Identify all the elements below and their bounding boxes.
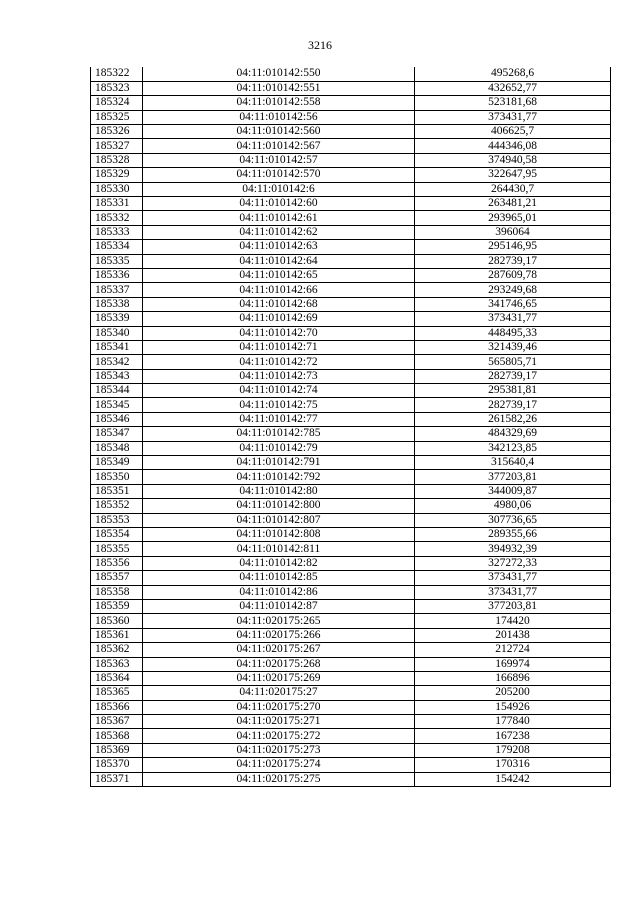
table-row <box>91 470 611 484</box>
row-number-cell: 185361 <box>91 628 143 642</box>
cadastral-number-cell: 04:11:010142:550 <box>143 67 415 81</box>
cadastral-number-cell: 04:11:010142:82 <box>143 556 415 570</box>
table-row <box>91 643 611 657</box>
table-row <box>91 441 611 455</box>
cadastral-value-cell: 523181,68 <box>415 96 611 110</box>
table-row <box>91 427 611 441</box>
table-row <box>91 211 611 225</box>
cadastral-value-cell: 321439,46 <box>415 340 611 354</box>
cadastral-number-cell: 04:11:010142:66 <box>143 283 415 297</box>
cadastral-number-cell: 04:11:020175:269 <box>143 671 415 685</box>
cadastral-value-cell: 315640,4 <box>415 456 611 470</box>
cadastral-number-cell: 04:11:010142:791 <box>143 456 415 470</box>
table-row <box>91 484 611 498</box>
table-row <box>91 628 611 642</box>
row-number-cell: 185344 <box>91 384 143 398</box>
cadastral-number-cell: 04:11:020175:27 <box>143 686 415 700</box>
row-number-cell: 185325 <box>91 110 143 124</box>
row-number-cell: 185370 <box>91 758 143 772</box>
row-number-cell: 185324 <box>91 96 143 110</box>
row-number-cell: 185334 <box>91 240 143 254</box>
cadastral-number-cell: 04:11:020175:265 <box>143 614 415 628</box>
page-number: 3216 <box>308 38 332 52</box>
table-row <box>91 254 611 268</box>
cadastral-value-cell: 201438 <box>415 628 611 642</box>
cadastral-value-cell: 282739,17 <box>415 369 611 383</box>
cadastral-value-cell: 264430,7 <box>415 182 611 196</box>
table-row <box>91 499 611 513</box>
row-number-cell: 185366 <box>91 700 143 714</box>
row-number-cell: 185355 <box>91 542 143 556</box>
cadastral-number-cell: 04:11:010142:558 <box>143 96 415 110</box>
cadastral-number-cell: 04:11:010142:56 <box>143 110 415 124</box>
cadastral-value-cell: 341746,65 <box>415 297 611 311</box>
row-number-cell: 185331 <box>91 197 143 211</box>
cadastral-value-cell: 4980,06 <box>415 499 611 513</box>
cadastral-number-cell: 04:11:010142:6 <box>143 182 415 196</box>
table-row <box>91 96 611 110</box>
cadastral-number-cell: 04:11:010142:785 <box>143 427 415 441</box>
cadastral-number-cell: 04:11:010142:567 <box>143 139 415 153</box>
cadastral-value-cell: 373431,77 <box>415 571 611 585</box>
row-number-cell: 185358 <box>91 585 143 599</box>
table-row <box>91 614 611 628</box>
cadastral-number-cell: 04:11:010142:61 <box>143 211 415 225</box>
row-number-cell: 185333 <box>91 225 143 239</box>
cadastral-value-cell: 263481,21 <box>415 197 611 211</box>
row-number-cell: 185327 <box>91 139 143 153</box>
row-number-cell: 185335 <box>91 254 143 268</box>
row-number-cell: 185367 <box>91 715 143 729</box>
cadastral-value-cell: 261582,26 <box>415 412 611 426</box>
cadastral-value-cell: 167238 <box>415 729 611 743</box>
cadastral-number-cell: 04:11:010142:71 <box>143 340 415 354</box>
cadastral-number-cell: 04:11:010142:70 <box>143 326 415 340</box>
table-row <box>91 585 611 599</box>
cadastral-number-cell: 04:11:010142:80 <box>143 484 415 498</box>
cadastral-value-cell: 322647,95 <box>415 168 611 182</box>
table-row <box>91 772 611 786</box>
cadastral-number-cell: 04:11:020175:270 <box>143 700 415 714</box>
cadastral-value-cell: 307736,65 <box>415 513 611 527</box>
cadastral-number-cell: 04:11:010142:800 <box>143 499 415 513</box>
table-row <box>91 283 611 297</box>
cadastral-number-cell: 04:11:010142:75 <box>143 398 415 412</box>
cadastral-value-cell: 432652,77 <box>415 81 611 95</box>
cadastral-value-cell: 394932,39 <box>415 542 611 556</box>
row-number-cell: 185356 <box>91 556 143 570</box>
cadastral-number-cell: 04:11:020175:267 <box>143 643 415 657</box>
cadastral-number-cell: 04:11:010142:69 <box>143 312 415 326</box>
cadastral-number-cell: 04:11:010142:73 <box>143 369 415 383</box>
cadastral-number-cell: 04:11:010142:77 <box>143 412 415 426</box>
cadastral-value-cell: 177840 <box>415 715 611 729</box>
row-number-cell: 185354 <box>91 528 143 542</box>
table-row <box>91 686 611 700</box>
row-number-cell: 185363 <box>91 657 143 671</box>
row-number-cell: 185349 <box>91 456 143 470</box>
table-row <box>91 153 611 167</box>
table-row <box>91 67 611 81</box>
cadastral-value-cell: 154242 <box>415 772 611 786</box>
row-number-cell: 185329 <box>91 168 143 182</box>
row-number-cell: 185336 <box>91 268 143 282</box>
cadastral-number-cell: 04:11:010142:551 <box>143 81 415 95</box>
row-number-cell: 185341 <box>91 340 143 354</box>
cadastral-number-cell: 04:11:010142:62 <box>143 225 415 239</box>
row-number-cell: 185352 <box>91 499 143 513</box>
row-number-cell: 185332 <box>91 211 143 225</box>
row-number-cell: 185371 <box>91 772 143 786</box>
table-row <box>91 758 611 772</box>
cadastral-value-cell: 295381,81 <box>415 384 611 398</box>
table-row <box>91 657 611 671</box>
cadastral-number-cell: 04:11:010142:64 <box>143 254 415 268</box>
row-number-cell: 185343 <box>91 369 143 383</box>
cadastral-value-cell: 484329,69 <box>415 427 611 441</box>
table-row <box>91 729 611 743</box>
table-row <box>91 340 611 354</box>
cadastral-number-cell: 04:11:020175:272 <box>143 729 415 743</box>
cadastral-value-cell: 170316 <box>415 758 611 772</box>
cadastral-value-cell: 327272,33 <box>415 556 611 570</box>
cadastral-number-cell: 04:11:010142:72 <box>143 355 415 369</box>
row-number-cell: 185353 <box>91 513 143 527</box>
row-number-cell: 185342 <box>91 355 143 369</box>
cadastral-value-cell: 344009,87 <box>415 484 611 498</box>
row-number-cell: 185359 <box>91 599 143 613</box>
row-number-cell: 185345 <box>91 398 143 412</box>
table-row <box>91 125 611 139</box>
cadastral-number-cell: 04:11:020175:268 <box>143 657 415 671</box>
cadastral-value-cell: 373431,77 <box>415 312 611 326</box>
cadastral-value-cell: 179208 <box>415 743 611 757</box>
cadastral-number-cell: 04:11:010142:811 <box>143 542 415 556</box>
table-row <box>91 743 611 757</box>
cadastral-value-cell: 295146,95 <box>415 240 611 254</box>
table-row <box>91 312 611 326</box>
row-number-cell: 185337 <box>91 283 143 297</box>
row-number-cell: 185346 <box>91 412 143 426</box>
cadastral-number-cell: 04:11:020175:271 <box>143 715 415 729</box>
cadastral-value-cell: 174420 <box>415 614 611 628</box>
cadastral-value-cell: 282739,17 <box>415 398 611 412</box>
table-row <box>91 81 611 95</box>
row-number-cell: 185350 <box>91 470 143 484</box>
cadastral-value-cell: 444346,08 <box>415 139 611 153</box>
table-row <box>91 599 611 613</box>
cadastral-value-cell: 154926 <box>415 700 611 714</box>
row-number-cell: 185360 <box>91 614 143 628</box>
table-row <box>91 369 611 383</box>
cadastral-number-cell: 04:11:010142:792 <box>143 470 415 484</box>
cadastral-value-cell: 169974 <box>415 657 611 671</box>
cadastral-value-cell: 342123,85 <box>415 441 611 455</box>
row-number-cell: 185322 <box>91 67 143 81</box>
row-number-cell: 185365 <box>91 686 143 700</box>
table-row <box>91 412 611 426</box>
cadastral-value-cell: 293965,01 <box>415 211 611 225</box>
cadastral-number-cell: 04:11:010142:65 <box>143 268 415 282</box>
cadastral-number-cell: 04:11:010142:86 <box>143 585 415 599</box>
cadastral-number-cell: 04:11:010142:63 <box>143 240 415 254</box>
table-row <box>91 225 611 239</box>
table-row <box>91 384 611 398</box>
cadastral-value-cell: 282739,17 <box>415 254 611 268</box>
table-row <box>91 542 611 556</box>
cadastral-number-cell: 04:11:010142:570 <box>143 168 415 182</box>
cadastral-number-cell: 04:11:010142:68 <box>143 297 415 311</box>
cadastral-number-cell: 04:11:010142:807 <box>143 513 415 527</box>
table-row <box>91 671 611 685</box>
cadastral-value-cell: 396064 <box>415 225 611 239</box>
cadastral-number-cell: 04:11:020175:275 <box>143 772 415 786</box>
cadastral-value-cell: 289355,66 <box>415 528 611 542</box>
cadastral-value-cell: 166896 <box>415 671 611 685</box>
cadastral-value-cell: 377203,81 <box>415 470 611 484</box>
table-row <box>91 297 611 311</box>
row-number-cell: 185369 <box>91 743 143 757</box>
cadastral-number-cell: 04:11:010142:85 <box>143 571 415 585</box>
row-number-cell: 185339 <box>91 312 143 326</box>
cadastral-number-cell: 04:11:010142:79 <box>143 441 415 455</box>
cadastral-number-cell: 04:11:010142:74 <box>143 384 415 398</box>
row-number-cell: 185362 <box>91 643 143 657</box>
cadastral-number-cell: 04:11:020175:273 <box>143 743 415 757</box>
cadastral-value-cell: 406625,7 <box>415 125 611 139</box>
table-row <box>91 556 611 570</box>
cadastral-number-cell: 04:11:010142:60 <box>143 197 415 211</box>
table-row <box>91 513 611 527</box>
cadastral-value-cell: 448495,33 <box>415 326 611 340</box>
cadastral-value-cell: 212724 <box>415 643 611 657</box>
table-row <box>91 326 611 340</box>
table-row <box>91 355 611 369</box>
table-row <box>91 398 611 412</box>
table-row <box>91 528 611 542</box>
row-number-cell: 185328 <box>91 153 143 167</box>
cadastral-number-cell: 04:11:020175:266 <box>143 628 415 642</box>
cadastral-value-cell: 373431,77 <box>415 585 611 599</box>
table-row <box>91 268 611 282</box>
row-number-cell: 185330 <box>91 182 143 196</box>
table-row <box>91 110 611 124</box>
table-row <box>91 700 611 714</box>
cadastral-number-cell: 04:11:010142:57 <box>143 153 415 167</box>
cadastral-value-cell: 565805,71 <box>415 355 611 369</box>
row-number-cell: 185348 <box>91 441 143 455</box>
cadastral-value-cell: 287609,78 <box>415 268 611 282</box>
cadastral-number-cell: 04:11:020175:274 <box>143 758 415 772</box>
row-number-cell: 185338 <box>91 297 143 311</box>
table-row <box>91 240 611 254</box>
cadastral-number-cell: 04:11:010142:560 <box>143 125 415 139</box>
table-row <box>91 139 611 153</box>
table-body <box>91 67 611 787</box>
row-number-cell: 185357 <box>91 571 143 585</box>
row-number-cell: 185368 <box>91 729 143 743</box>
cadastral-value-cell: 374940,58 <box>415 153 611 167</box>
row-number-cell: 185323 <box>91 81 143 95</box>
cadastral-value-cell: 377203,81 <box>415 599 611 613</box>
row-number-cell: 185351 <box>91 484 143 498</box>
cadastral-value-table <box>90 67 611 787</box>
table-row <box>91 182 611 196</box>
cadastral-number-cell: 04:11:010142:87 <box>143 599 415 613</box>
row-number-cell: 185326 <box>91 125 143 139</box>
row-number-cell: 185340 <box>91 326 143 340</box>
cadastral-value-cell: 205200 <box>415 686 611 700</box>
cadastral-value-cell: 495268,6 <box>415 67 611 81</box>
table-row <box>91 571 611 585</box>
cadastral-value-cell: 373431,77 <box>415 110 611 124</box>
table-row <box>91 197 611 211</box>
row-number-cell: 185364 <box>91 671 143 685</box>
row-number-cell: 185347 <box>91 427 143 441</box>
table-row <box>91 715 611 729</box>
cadastral-number-cell: 04:11:010142:808 <box>143 528 415 542</box>
table-row <box>91 168 611 182</box>
cadastral-value-cell: 293249,68 <box>415 283 611 297</box>
table-row <box>91 456 611 470</box>
